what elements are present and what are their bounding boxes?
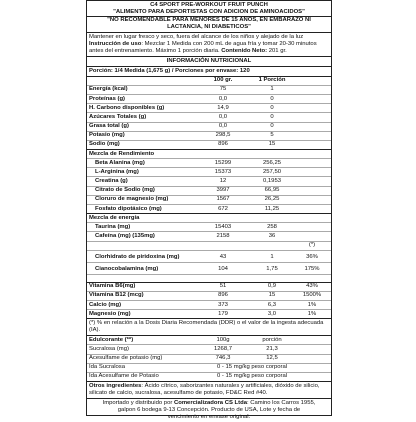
row-value: 896 [218, 292, 228, 299]
importer-line-3: vencimiento en envase original. [167, 413, 251, 420]
vitamins-minerals [87, 283, 331, 320]
sweetener-col-100g: 100g [216, 336, 230, 343]
mix-performance-title: Mezcla de Rendimiento [87, 150, 331, 159]
table-row [87, 168, 331, 177]
table-row [87, 292, 331, 301]
col-portion: 1 Porción [258, 77, 286, 84]
table-row [87, 95, 331, 104]
row-value: 746,3 [215, 355, 231, 362]
row-value: 0 [270, 113, 274, 120]
table-row [87, 355, 331, 364]
importer-info [87, 399, 331, 422]
table-row [87, 283, 331, 292]
instructions-label: Instrucción de uso [89, 40, 142, 47]
footnote: (*) % en relación a la Dosis Diaria Recomendada (DDR) o el valor de la ingesta adecuada (IA). [87, 319, 331, 336]
row-value: 1500% [302, 292, 322, 299]
row-value: 1 [270, 86, 274, 93]
other-ingredients-label: Otros ingredientes [89, 383, 142, 390]
row-value: 21,3 [266, 346, 278, 352]
row-value: 5 [270, 132, 274, 139]
row-value: 0 [270, 95, 274, 102]
row-label: Magnesio (mg) [89, 310, 131, 317]
row-label: Potasio (mg) [89, 132, 125, 139]
row-value: 12,5 [266, 355, 278, 362]
table-row [87, 205, 331, 214]
table-row [87, 251, 331, 263]
row-label: Calcio (mg) [89, 301, 122, 308]
table-row [87, 310, 331, 319]
row-value: 256,25 [262, 159, 282, 166]
row-value: 51 [219, 283, 227, 290]
sweetener-header [87, 336, 331, 345]
row-value: 0,0 [218, 113, 228, 120]
row-value: 15299 [214, 159, 232, 166]
row-value: 43 [219, 254, 227, 261]
mix-energy-title: Mezcla de energía [87, 214, 331, 223]
energy-mix [87, 223, 331, 241]
row-value: 672 [218, 205, 228, 212]
net-content-label: Contenido Neto: [221, 47, 268, 54]
nutrition-column-header [87, 77, 331, 86]
table-row [87, 373, 331, 382]
row-label: Sucralosa (mg) [89, 346, 129, 352]
performance-mix [87, 159, 331, 214]
instructions-text: : Mezclar 1 Medida con 200 mL de agua fría y tomar 20-30 minutos antes del entrenamiento. Máximo 1 porción diaria. [89, 40, 317, 54]
row-value: 11,25 [264, 205, 280, 212]
other-ingredients [87, 382, 331, 399]
row-value: 896 [218, 141, 228, 148]
row-label: Grasa total (g) [89, 123, 129, 130]
table-row [87, 86, 331, 95]
row-value: 0,0 [218, 95, 228, 102]
label-header [87, 1, 331, 17]
nutrition-label [86, 0, 332, 420]
warning-block [87, 17, 331, 33]
row-label: Proteínas (g) [89, 95, 126, 102]
row-value: 43% [306, 283, 318, 290]
storage-text: Mantener en lugar fresco y seco, fuera del alcance de los niños y alejado de la luz [89, 33, 304, 40]
sweetener-rows [87, 345, 331, 382]
row-value: 373 [218, 301, 228, 308]
row-label: Taurina (mg) [95, 223, 131, 230]
table-row [87, 132, 331, 141]
row-label: Ida Acesulfame de Potasio [89, 373, 159, 380]
row-value: 0 - 15 mg/kg peso corporal [217, 373, 288, 380]
basic-nutrients [87, 86, 331, 150]
row-value: 1 [270, 254, 274, 261]
row-label: H. Carbono disponibles (g) [89, 104, 165, 111]
table-row [87, 345, 331, 354]
importer-address: : Camino los Carros 1955, [246, 399, 316, 406]
row-label: L-Arginina (mg) [95, 168, 139, 175]
row-label: Azúcares Totales (g) [89, 113, 147, 120]
row-value: 179 [218, 310, 228, 317]
row-label: Beta Alanina (mg) [95, 159, 145, 166]
star-mark: (*) [308, 242, 316, 249]
table-row [87, 177, 331, 186]
table-row [87, 364, 331, 373]
col-100g: 100 gr. [213, 77, 233, 84]
importer-company: Comercializadora CS Ltda [173, 399, 247, 406]
table-row [87, 113, 331, 122]
row-label: Ida Sucralosa [89, 364, 126, 371]
table-row [87, 159, 331, 168]
row-value: 257,50 [262, 168, 282, 175]
row-label: Cianocobalamina (mg) [95, 266, 159, 273]
other-ingredients-text: : Ácido cítrico, saborizantes naturales y artificiales, dióxido de silicio, silicato de calcio, sucralosa, acesulfamo de potasio, FD&C Red #40. [89, 383, 320, 396]
row-label: Vitamina B6(mg) [89, 283, 136, 290]
row-value: 0 - 15 mg/kg peso corporal [217, 364, 288, 371]
sweetener-title: Edulcorante (**) [89, 336, 134, 343]
row-value: 15 [268, 141, 276, 148]
row-label: Clorhidrato de piridoxina (mg) [95, 254, 180, 261]
row-label: Cafeína (mg) (135mg) [95, 232, 155, 239]
row-value: 15373 [214, 168, 232, 175]
table-row [87, 232, 331, 241]
row-label: Vitamina B12 (mcg) [89, 292, 144, 299]
row-value: 14,9 [217, 104, 229, 111]
row-value: 36 [268, 232, 276, 239]
net-content-value: 201 gr. [267, 47, 287, 54]
row-value: 1% [307, 301, 317, 308]
storage-instructions [87, 33, 331, 57]
row-value: 3,0 [267, 310, 277, 317]
row-label: Energía (kcal) [89, 86, 128, 93]
table-row [87, 223, 331, 232]
row-label: Fosfato dipotásico (mg) [95, 205, 162, 212]
importer-line-2: galpon 6 bodega 9-13 Concepción. Producto de USA, Lote y fecha de [117, 406, 301, 413]
row-value: 26,25 [264, 196, 280, 203]
row-value: 1,75 [266, 266, 278, 273]
table-row [87, 187, 331, 196]
table-row [87, 196, 331, 205]
row-label: Acesulfame de potasio (mg) [89, 355, 163, 362]
row-value: 2158 [216, 232, 230, 239]
row-label: Citrato de Sodio (mg) [95, 187, 155, 194]
row-label: Cloruro de magnesio (mg) [95, 196, 169, 203]
row-value: 0 [270, 123, 274, 130]
row-value: 75 [219, 86, 227, 93]
row-value: 15403 [214, 223, 232, 230]
product-name: C4 SPORT PRE-WORKOUT FRUIT PUNCH [150, 2, 268, 8]
row-value: 0 [270, 104, 274, 111]
portion-info: Porción: 1/4 Medida (1,675 g) / Porciones por envase: 120 [87, 67, 331, 77]
row-value: 298,5 [215, 132, 231, 139]
importer-prefix: Importado y distribuido por [102, 399, 174, 406]
row-value: 0,0 [218, 123, 228, 130]
row-value: 1567 [216, 196, 230, 203]
product-subtitle: "ALIMENTO PARA DEPORTISTAS CON ADICION DE AMINOACIDOS" [113, 8, 305, 15]
row-value: 36% [306, 254, 318, 261]
row-value: 6,3 [267, 301, 277, 308]
table-row [87, 123, 331, 132]
warning-line-1: "NO RECOMENDABLE PARA MENORES DE 15 AÑOS, EN EMBARAZO NI [107, 17, 311, 24]
star-mark-row [87, 242, 331, 251]
row-value: 175% [304, 266, 320, 273]
row-value: 104 [218, 266, 228, 273]
row-value: 66,95 [264, 187, 280, 194]
row-value: 3997 [216, 187, 230, 194]
row-value: 1268,7 [213, 346, 233, 352]
row-value: 0,1953 [262, 178, 282, 185]
row-value: 258 [267, 223, 277, 230]
row-value: 15 [268, 292, 276, 299]
row-value: 12 [219, 178, 227, 185]
row-label: Sodio (mg) [89, 141, 120, 148]
table-row [87, 104, 331, 113]
vitamin-compounds [87, 251, 331, 275]
nutrition-title: INFORMACIÓN NUTRICIONAL [87, 57, 331, 67]
warning-line-2: LACTANCIA, NI DIABETICOS" [167, 24, 251, 31]
row-value: 1% [307, 310, 317, 317]
table-row [87, 141, 331, 150]
row-value: 0,9 [267, 283, 277, 290]
table-row [87, 301, 331, 310]
sweetener-col-portion: porción [262, 336, 282, 343]
table-row [87, 263, 331, 275]
row-label: Creatina (g) [95, 178, 128, 185]
